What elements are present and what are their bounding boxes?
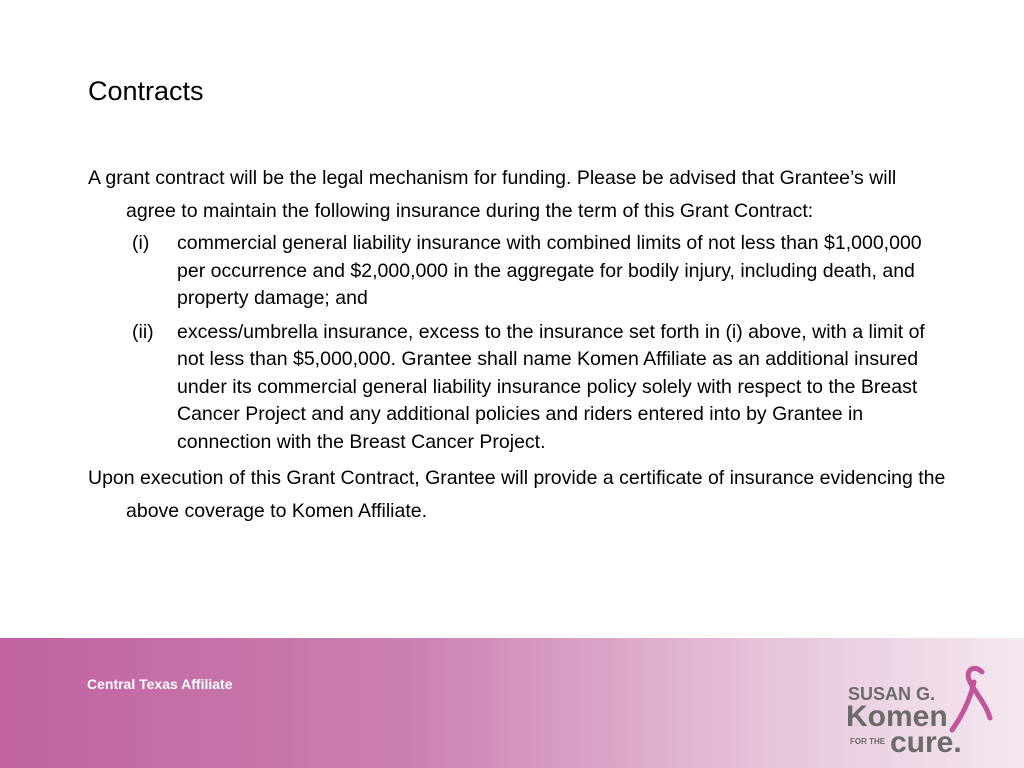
logo-line-3: FOR THE <box>850 737 886 746</box>
list-item-text: excess/umbrella insurance, excess to the insurance set forth in (i) above, with a limit of not less than $5,000,000. Grantee shall name Komen Affiliate as an additional insured under its commercial general liability insurance policy solely with respect to the Breast Cancer Project and any additional policies and riders entered into by Grantee in connection with the Breast Cancer Project. <box>177 320 925 453</box>
pink-ribbon-icon <box>952 668 990 730</box>
intro-paragraph: A grant contract will be the legal mechanism for funding. Please be advised that Grantee’s will agree to maintain the following insurance during the term of this Grant Contract: <box>88 167 897 222</box>
insurance-list <box>88 230 948 456</box>
list-item <box>88 319 948 457</box>
list-item-marker: (i) <box>132 232 150 254</box>
affiliate-name: Central Texas Affiliate <box>87 676 233 692</box>
list-item-text: commercial general liability insurance with combined limits of not less than $1,000,000 per occurrence and $2,000,000 in the aggregate for bodily injury, including death, and property damage; and <box>177 232 922 309</box>
komen-logo <box>840 660 1010 760</box>
closing-paragraph: Upon execution of this Grant Contract, Grantee will provide a certificate of insurance evidencing the above coverage to Komen Affiliate. <box>88 467 946 522</box>
logo-line-1: SUSAN G. <box>848 684 936 704</box>
slide-body <box>88 162 948 528</box>
logo-line-4: cure. <box>890 726 962 759</box>
list-item <box>88 230 948 313</box>
list-item-marker: (ii) <box>132 320 154 343</box>
slide-title: Contracts <box>88 76 204 106</box>
logo-line-2: Komen <box>846 700 948 733</box>
